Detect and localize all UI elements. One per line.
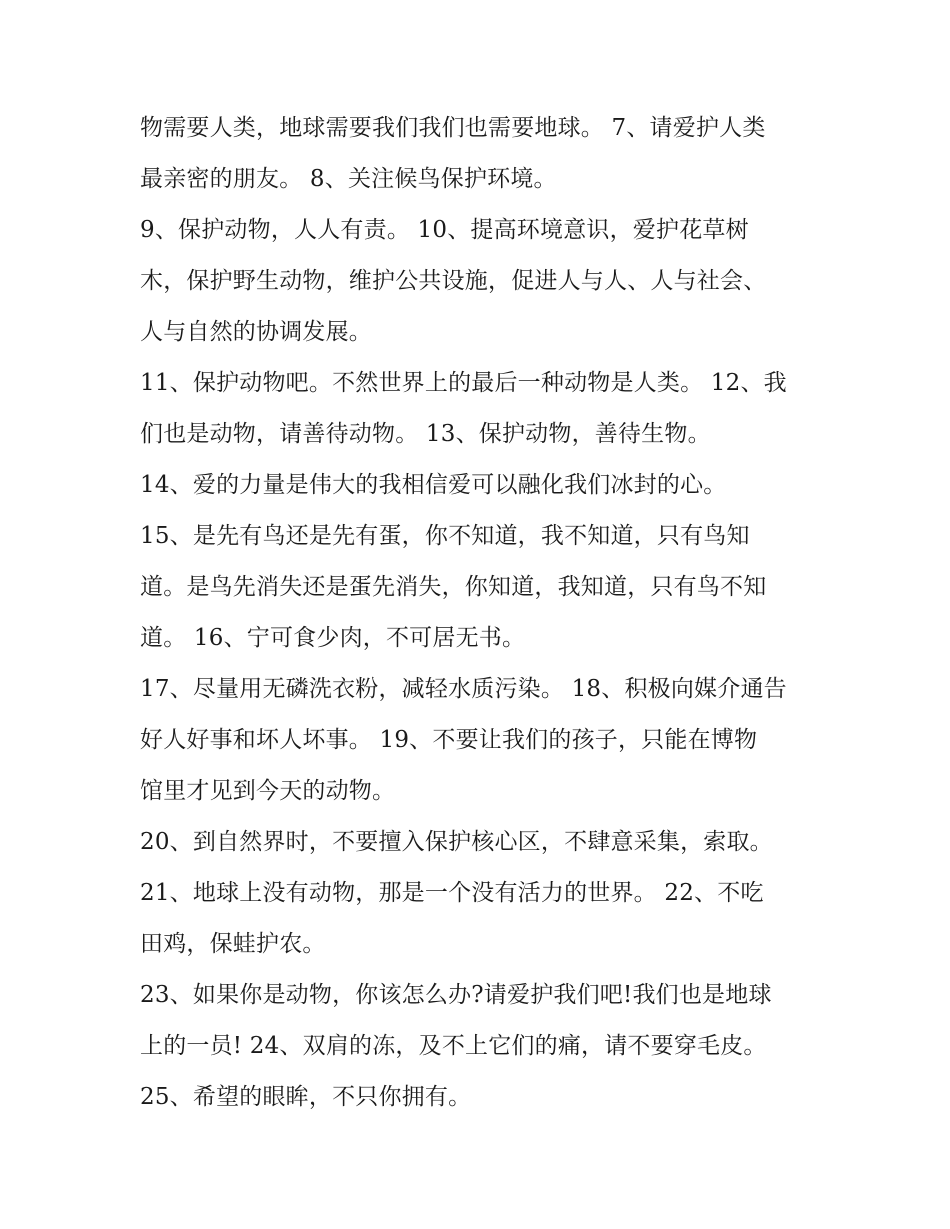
text-line: 人与自然的协调发展。 bbox=[140, 319, 372, 345]
text-line: 9、保护动物，人人有责。 10、提高环境意识，爱护花草树 bbox=[140, 217, 749, 243]
text-line: 15、是先有鸟还是先有蛋，你不知道，我不知道，只有鸟知 bbox=[140, 523, 750, 549]
text-line: 11、保护动物吧。不然世界上的最后一种动物是人类。 12、我 bbox=[140, 370, 787, 396]
text-line: 17、尽量用无磷洗衣粉，减轻水质污染。 18、积极向媒介通告 bbox=[140, 676, 787, 702]
text-line: 14、爱的力量是伟大的我相信爱可以融化我们冰封的心。 bbox=[140, 472, 727, 498]
text-line: 馆里才见到今天的动物。 bbox=[140, 778, 396, 804]
text-line: 物需要人类，地球需要我们我们也需要地球。 7、请爱护人类 bbox=[140, 115, 766, 141]
text-line: 田鸡，保蛙护农。 bbox=[140, 931, 326, 957]
text-line: 25、希望的眼眸，不只你拥有。 bbox=[140, 1084, 472, 1110]
text-line: 木，保护野生动物，维护公共设施，促进人与人、人与社会、 bbox=[140, 268, 767, 294]
text-line: 21、地球上没有动物，那是一个没有活力的世界。 22、不吃 bbox=[140, 880, 764, 906]
text-line: 上的一员! 24、双肩的冻，及不上它们的痛，请不要穿毛皮。 bbox=[140, 1033, 767, 1059]
text-line: 20、到自然界时，不要擅入保护核心区，不肆意采集，索取。 bbox=[140, 829, 773, 855]
text-line: 23、如果你是动物，你该怎么办?请爱护我们吧!我们也是地球 bbox=[140, 982, 772, 1008]
text-line: 们也是动物，请善待动物。 13、保护动物，善待生物。 bbox=[140, 421, 711, 447]
text-line: 道。是鸟先消失还是蛋先消失，你知道，我知道，只有鸟不知 bbox=[140, 574, 767, 600]
text-line: 好人好事和坏人坏事。 19、不要让我们的孩子，只能在博物 bbox=[140, 727, 758, 753]
document-body bbox=[140, 103, 830, 1123]
text-line: 最亲密的朋友。 8、关注候鸟保护环境。 bbox=[140, 166, 557, 192]
text-line: 道。 16、宁可食少肉，不可居无书。 bbox=[140, 625, 526, 651]
